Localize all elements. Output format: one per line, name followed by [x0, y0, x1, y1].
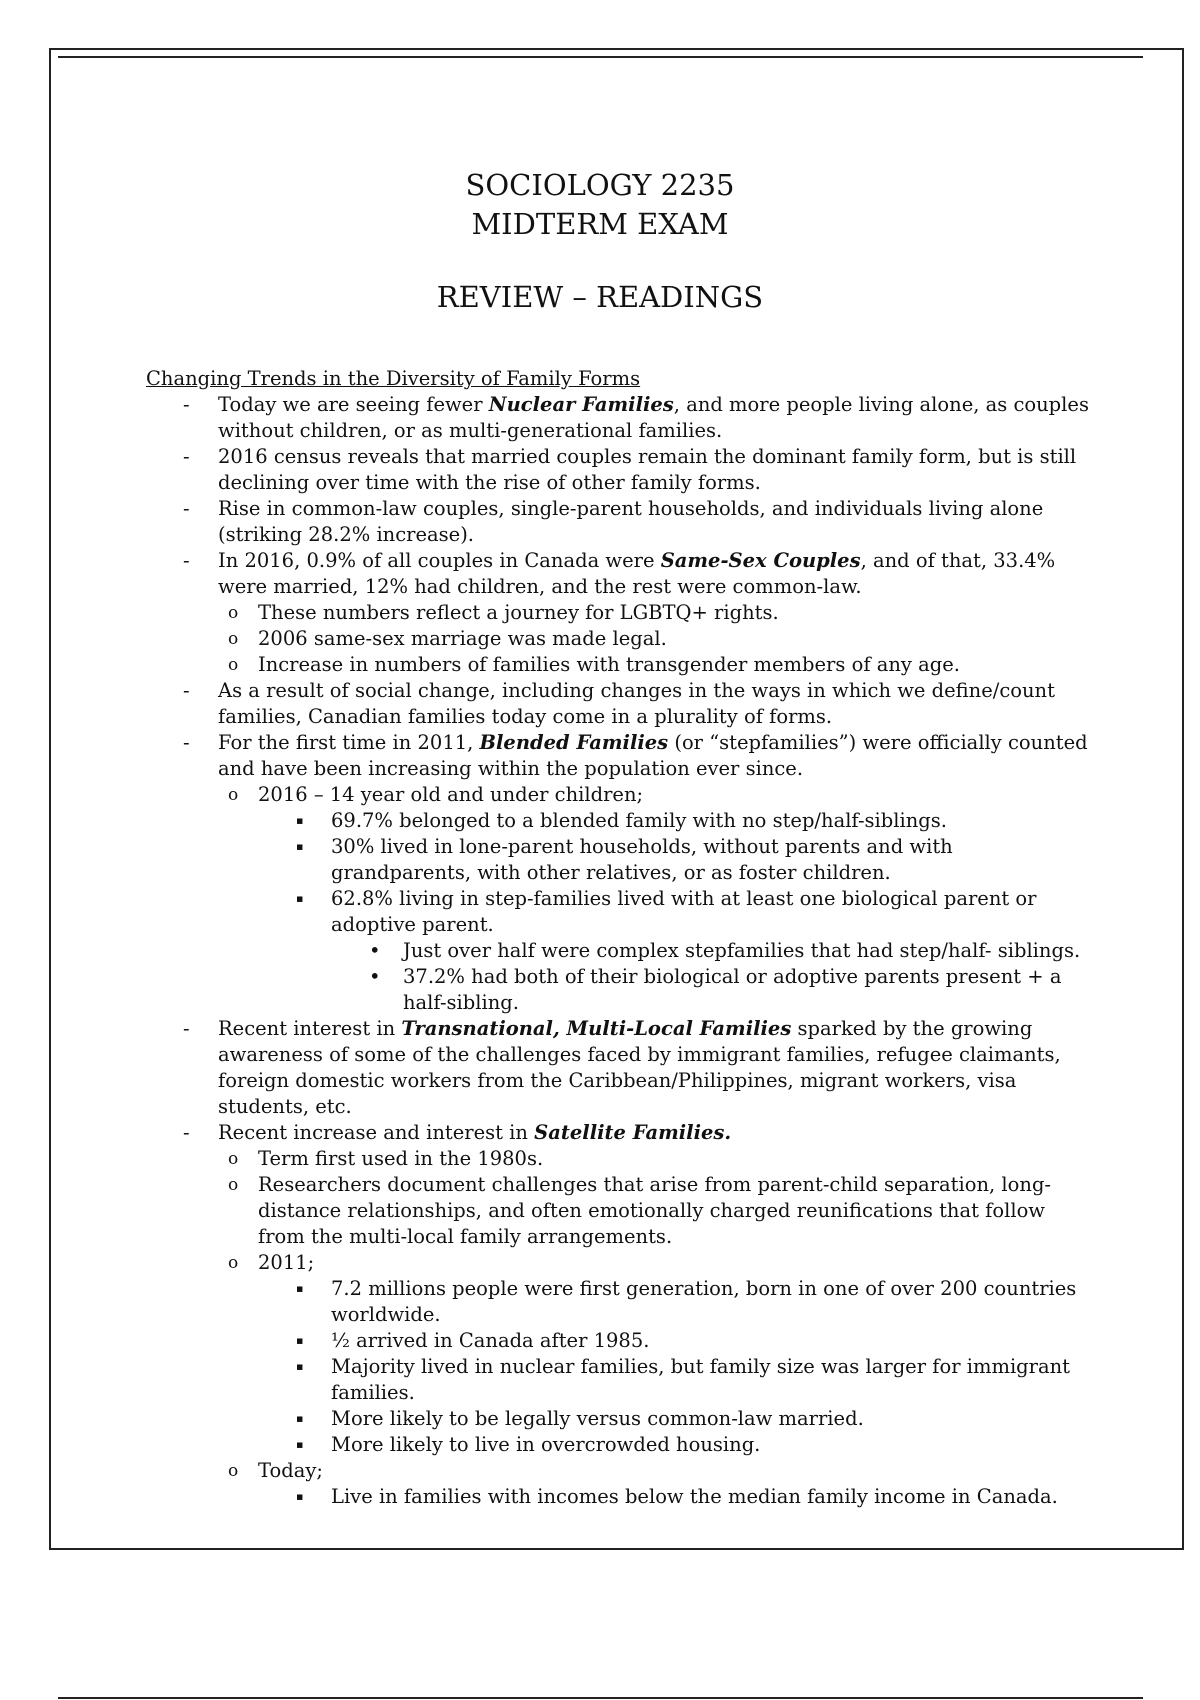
list-item: - As a result of social change, including changes in the ways in which we define/count families, Canadian families today come in a plurality of forms.: [183, 679, 1055, 728]
dash-marker: -: [183, 1121, 190, 1144]
sub-list: [218, 1146, 1096, 1510]
sub-sub-item: ▪ Majority lived in nuclear families, but family size was larger for immigrant families.: [296, 1355, 1071, 1404]
sub-sub-item: ▪ ½ arrived in Canada after 1985.: [296, 1329, 650, 1352]
term-satellite-families: Satellite Families.: [534, 1121, 732, 1144]
title-block: [0, 166, 1200, 317]
sub-item: o 2016 – 14 year old and under children; ▪ 69.7% belonged to a blended family with no step/half-siblings. ▪ 30% lived in lone-parent households, without parents and with grandparents, with other relatives, or as foster children. ▪ 62.8% living in step-families lived with at least one biological parent or adoptive parent. • Just over half were complex stepfamilies that had step/half- siblings. • 37.2% had both of their biological or adoptive parents present + a half-sibling.: [218, 782, 1096, 1016]
list-item: - Recent increase and interest in Satellite Families. o Term first used in the 1980s. o Researchers document challenges that arise from parent-child separation, long-distance relationships, and often emotionally charged reunifications that follow from the multi-local family arrangements. o 2011; ▪ 7.2 millions people were first generation, born in one of over 200 countries worldwide. ▪ ½ arrived in Canada after 1985. ▪ Majority lived in nuclear families, but family size was larger for immigrant families. ▪ More likely to be legally versus common-law married. ▪ More likely to live in overcrowded housing. o Today; ▪ Live in families with incomes below the median family income in Canada.: [146, 1120, 1096, 1510]
square-marker: ▪: [296, 1412, 304, 1425]
circle-marker: o: [228, 629, 239, 649]
circle-marker: o: [228, 1175, 239, 1195]
sub-sub-item: ▪ More likely to be legally versus common-law married.: [296, 1407, 864, 1430]
square-marker: ▪: [296, 1438, 304, 1451]
list-item: - Rise in common-law couples, single-parent households, and individuals living alone (striking 28.2% increase).: [183, 497, 1044, 546]
review-title: REVIEW – READINGS: [436, 280, 764, 314]
term-blended-families: Blended Families: [479, 731, 669, 754]
sub-item: o Researchers document challenges that arise from parent-child separation, long-distance relationships, and often emotionally charged reunifications that follow from the multi-local family arrangements.: [228, 1173, 1052, 1248]
circle-marker: o: [228, 1149, 239, 1169]
sub-sub-item: ▪ More likely to live in overcrowded housing.: [296, 1433, 761, 1456]
sub-sub-item: ▪ Live in families with incomes below the median family income in Canada.: [296, 1485, 1058, 1508]
deep-list: [331, 938, 1096, 1016]
dash-marker: -: [183, 497, 190, 520]
dash-marker: -: [183, 549, 190, 572]
list-item: - Recent interest in Transnational, Multi-Local Families sparked by the growing awareness of some of the challenges faced by immigrant families, refugee claimants, foreign domestic workers from the Caribbean/Philippines, migrant workers, visa students, etc.: [183, 1017, 1061, 1118]
list-item: - For the first time in 2011, Blended Families (or “stepfamilies”) were officially counted and have been increasing within the population ever since. o 2016 – 14 year old and under children; ▪ 69.7% belonged to a blended family with no step/half-siblings. ▪ 30% lived in lone-parent households, without parents and with grandparents, with other relatives, or as foster children. ▪ 62.8% living in step-families lived with at least one biological parent or adoptive parent. • Just over half were complex stepfamilies that had step/half- siblings. • 37.2% had both of their biological or adoptive parents present + a half-sibling.: [146, 730, 1096, 1016]
bottom-rule: [58, 1697, 1143, 1699]
dash-marker: -: [183, 679, 190, 702]
square-marker: ▪: [296, 1490, 304, 1503]
deep-item: • Just over half were complex stepfamilies that had step/half- siblings.: [369, 939, 1081, 962]
sub-item: o These numbers reflect a journey for LGBTQ+ rights.: [228, 601, 779, 624]
square-marker: ▪: [296, 840, 304, 853]
sub-sub-item: ▪ 30% lived in lone-parent households, without parents and with grandparents, with other relatives, or as foster children.: [296, 835, 953, 884]
top-rule: [58, 56, 1143, 58]
sub-sub-item: ▪ 7.2 millions people were first generation, born in one of over 200 countries worldwide.: [296, 1277, 1077, 1326]
list-item: - In 2016, 0.9% of all couples in Canada were Same-Sex Couples, and of that, 33.4% were married, 12% had children, and the rest were common-law. o These numbers reflect a journey for LGBTQ+ rights. o 2006 same-sex marriage was made legal. o Increase in numbers of families with transgender members of any age.: [146, 548, 1096, 678]
sub-item: o Increase in numbers of families with transgender members of any age.: [228, 653, 960, 676]
dash-marker: -: [183, 1017, 190, 1040]
term-transnational-families: Transnational, Multi-Local Families: [401, 1017, 792, 1040]
section-heading: Changing Trends in the Diversity of Family Forms: [146, 367, 641, 390]
sub-list: [218, 600, 1096, 678]
sub-sub-list: [258, 1484, 1096, 1510]
dash-marker: -: [183, 731, 190, 754]
circle-marker: o: [228, 603, 239, 623]
circle-marker: o: [228, 1461, 239, 1481]
dash-marker: -: [183, 393, 190, 416]
square-marker: ▪: [296, 892, 304, 905]
term-nuclear-families: Nuclear Families: [488, 393, 674, 416]
sub-sub-list: [258, 1276, 1096, 1458]
deep-item: • 37.2% had both of their biological or adoptive parents present + a half-sibling.: [369, 965, 1062, 1014]
document-body: [146, 366, 1096, 1510]
list-item: - Today we are seeing fewer Nuclear Families, and more people living alone, as couples without children, or as multi-generational families.: [183, 393, 1089, 442]
circle-marker: o: [228, 785, 239, 805]
circle-marker: o: [228, 655, 239, 675]
dot-marker: •: [369, 965, 381, 988]
main-list: [146, 392, 1096, 1510]
sub-list: [218, 782, 1096, 1016]
square-marker: ▪: [296, 814, 304, 827]
dash-marker: -: [183, 445, 190, 468]
sub-item: o 2011; ▪ 7.2 millions people were first generation, born in one of over 200 countries worldwide. ▪ ½ arrived in Canada after 1985. ▪ Majority lived in nuclear families, but family size was larger for immigrant families. ▪ More likely to be legally versus common-law married. ▪ More likely to live in overcrowded housing.: [218, 1250, 1096, 1458]
sub-sub-item: ▪ 62.8% living in step-families lived with at least one biological parent or adoptive parent. • Just over half were complex stepfamilies that had step/half- siblings. • 37.2% had both of their biological or adoptive parents present + a half-sibling.: [258, 886, 1096, 1016]
list-item: - 2016 census reveals that married couples remain the dominant family form, but is still declining over time with the rise of other family forms.: [183, 445, 1077, 494]
square-marker: ▪: [296, 1282, 304, 1295]
sub-sub-item: ▪ 69.7% belonged to a blended family with no step/half-siblings.: [296, 809, 947, 832]
circle-marker: o: [228, 1253, 239, 1273]
sub-item: o 2006 same-sex marriage was made legal.: [228, 627, 667, 650]
term-same-sex-couples: Same-Sex Couples: [660, 549, 861, 572]
square-marker: ▪: [296, 1360, 304, 1373]
dot-marker: •: [369, 939, 381, 962]
sub-item: o Today; ▪ Live in families with incomes below the median family income in Canada.: [218, 1458, 1096, 1510]
sub-sub-list: [258, 808, 1096, 1016]
square-marker: ▪: [296, 1334, 304, 1347]
sub-item: o Term first used in the 1980s.: [228, 1147, 544, 1170]
course-title: SOCIOLOGY 2235: [465, 168, 735, 202]
exam-title: MIDTERM EXAM: [471, 207, 729, 241]
